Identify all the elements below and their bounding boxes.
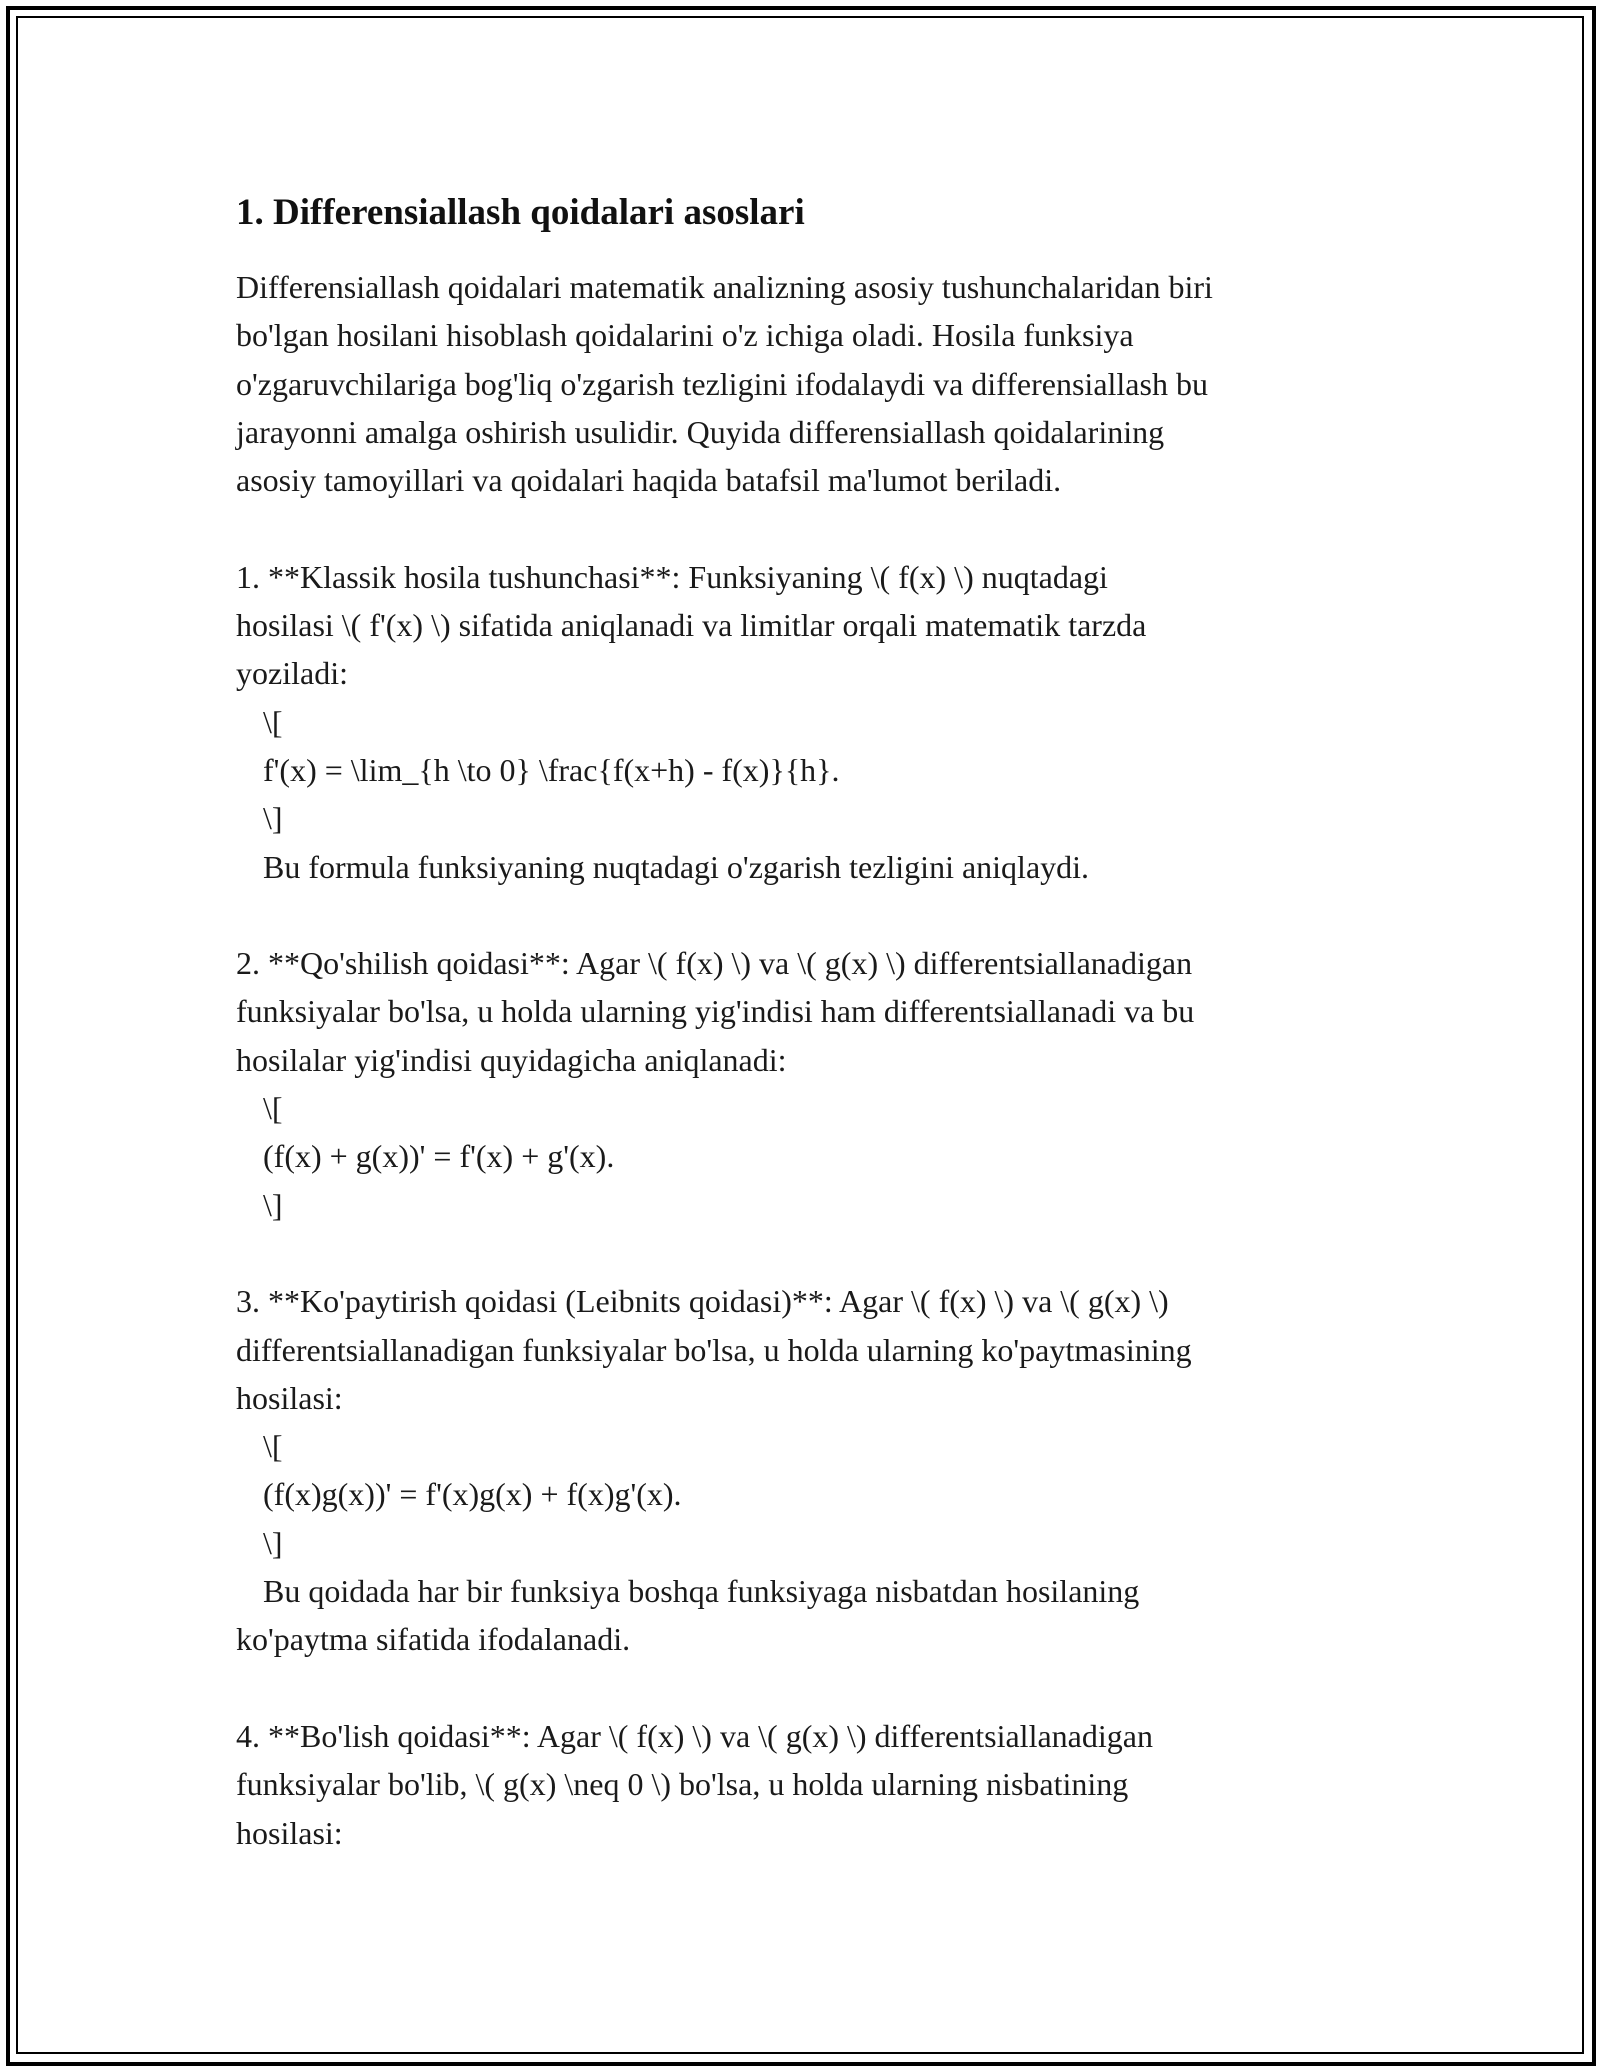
intro-line: bo'lgan hosilani hisoblash qoidalarini o'z ichiga oladi. Hosila funksiya	[236, 317, 1134, 354]
rule-text-line: 2. **Qo'shilish qoidasi**: Agar \( f(x) \) va \( g(x) \) differentsiallanadigan	[236, 945, 1193, 982]
rule-item-3	[236, 1277, 1376, 1663]
formula-close: \]	[263, 1524, 283, 1561]
section-heading: 1. Differensiallash qoidalari asoslari	[236, 192, 805, 233]
formula-close: \]	[263, 1186, 283, 1223]
rule-text-line: 1. **Klassik hosila tushunchasi**: Funksiyaning \( f(x) \) nuqtadagi	[236, 558, 1108, 595]
rule-note: Bu formula funksiyaning nuqtadagi o'zgarish tezligini aniqlaydi.	[263, 848, 1090, 885]
rule-note: Bu qoidada har bir funksiya boshqa funksiyaga nisbatdan hosilaning	[263, 1573, 1140, 1610]
rule-text-line: hosilasi \( f'(x) \) sifatida aniqlanadi va limitlar orqali matematik tarzda	[236, 607, 1147, 644]
rule-text-line: yoziladi:	[236, 655, 348, 692]
rule-note-continuation: ko'paytma sifatida ifodalanadi.	[236, 1621, 631, 1658]
rule-text-line: differentsiallanadigan funksiyalar bo'lsa, u holda ularning ko'paytmasining	[236, 1331, 1192, 1368]
rule-text-line: hosilasi:	[236, 1814, 343, 1851]
formula-close: \]	[263, 800, 283, 837]
rule-item-2	[236, 939, 1376, 1229]
formula-open: \[	[263, 1090, 283, 1127]
intro-line: o'zgaruvchilariga bog'liq o'zgarish tezligini ifodalaydi va differensiallash bu	[236, 365, 1208, 402]
formula: (f(x)g(x))' = f'(x)g(x) + f(x)g'(x).	[263, 1476, 682, 1513]
intro-line: asosiy tamoyillari va qoidalari haqida batafsil ma'lumot beriladi.	[236, 462, 1062, 499]
rule-text-line: 4. **Bo'lish qoidasi**: Agar \( f(x) \) va \( g(x) \) differentsiallanadigan	[236, 1717, 1153, 1754]
rule-text-line: hosilasi:	[236, 1379, 343, 1416]
rule-text-line: 3. **Ko'paytirish qoidasi (Leibnits qoidasi)**: Agar \( f(x) \) va \( g(x) \)	[236, 1283, 1169, 1320]
formula-open: \[	[263, 703, 283, 740]
intro-paragraph	[236, 263, 1376, 504]
document-body	[236, 186, 1376, 1857]
formula: f'(x) = \lim_{h \to 0} \frac{f(x+h) - f(x)}{h}.	[263, 751, 840, 788]
rule-text-line: funksiyalar bo'lsa, u holda ularning yig'indisi ham differentsiallanadi va bu	[236, 993, 1195, 1030]
formula: (f(x) + g(x))' = f'(x) + g'(x).	[263, 1138, 615, 1175]
rule-item-1	[236, 553, 1376, 891]
rule-text-line: funksiyalar bo'lib, \( g(x) \neq 0 \) bo'lsa, u holda ularning nisbatining	[236, 1766, 1129, 1803]
rule-item-4	[236, 1712, 1376, 1857]
intro-line: jarayonni amalga oshirish usulidir. Quyida differensiallash qoidalarining	[236, 413, 1165, 450]
formula-open: \[	[263, 1428, 283, 1465]
intro-line: Differensiallash qoidalari matematik analizning asosiy tushunchalaridan biri	[236, 269, 1213, 305]
rule-text-line: hosilalar yig'indisi quyidagicha aniqlanadi:	[236, 1041, 787, 1078]
